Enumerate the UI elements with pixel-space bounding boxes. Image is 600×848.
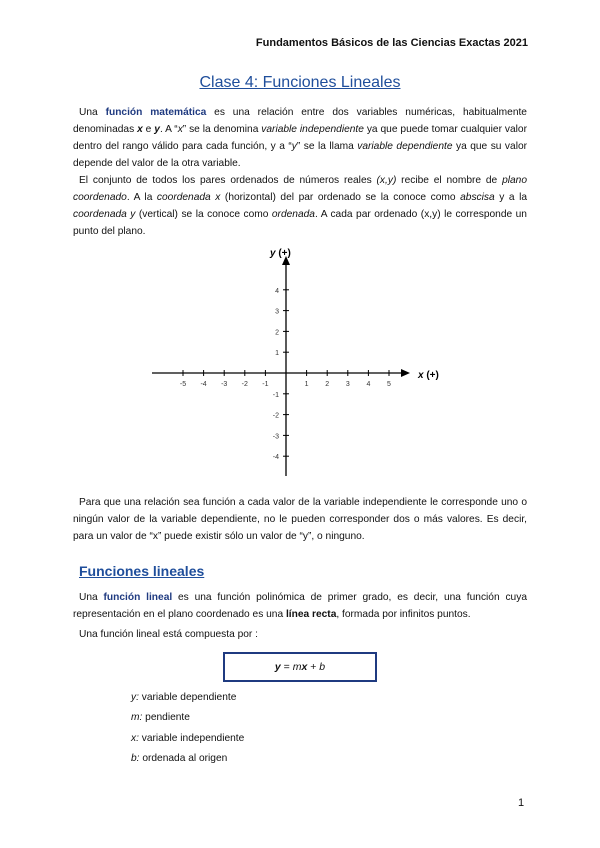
legend-item-x: x: variable independiente — [131, 733, 245, 744]
x-tick-label: -5 — [179, 381, 187, 388]
x-axis-label: x (+) — [418, 370, 439, 381]
x-axis-arrow — [401, 369, 410, 377]
y-tick-label: -4 — [272, 454, 279, 462]
y-tick-label: 1 — [275, 350, 279, 358]
y-tick-label: -3 — [272, 433, 279, 441]
x-tick-label: -2 — [241, 381, 248, 388]
x-tick-label: 1 — [304, 381, 309, 388]
x-tick-label: 5 — [387, 381, 391, 388]
paragraph-function-definition: Una función matemática es una relación entre dos variables numéricas, habitualmente denominadas x e y. A “x” se la denomina variable independiente ya que puede tomar cualquier valor dentro del rango válido para cada función, y a “y” se la llama variable dependiente ya que su valor depende del valor de la otra variable. — [73, 107, 528, 169]
y-axis-label: y (+) — [270, 248, 291, 259]
x-tick-label: -4 — [200, 381, 207, 388]
formula-box — [223, 652, 377, 682]
paragraph-components: Una función lineal está compuesta por : — [79, 629, 258, 640]
formula-text: y = mx + b — [274, 661, 326, 673]
page-number: 1 — [518, 797, 525, 809]
y-tick-label: 4 — [275, 287, 279, 295]
y-tick-label: -2 — [272, 412, 279, 420]
x-tick-label: 3 — [345, 381, 350, 388]
page-title: Clase 4: Funciones Lineales — [199, 74, 401, 91]
running-header: Fundamentos Básicos de las Ciencias Exactas 2021 — [255, 37, 528, 49]
paragraph-linear-function: Una función lineal es una función polinómica de primer grado, es decir, una función cuya representación en el plano coordenado es una línea recta, formada por infinitos puntos. — [73, 592, 527, 620]
paragraph-function-rule: Para que una relación sea función a cada valor de la variable independiente le corresponde uno o ningún valor de la variable dependiente, no le pueden corresponder dos o más valores. Es decir, para un valor de “x” puede existir sólo un valor de “y”, o ninguno. — [73, 497, 527, 542]
x-tick-label: 4 — [366, 381, 371, 388]
x-tick-label: -1 — [262, 381, 269, 388]
legend-item-y: y: variable dependiente — [131, 692, 237, 703]
y-tick-label: 2 — [275, 329, 279, 337]
x-tick-label: -3 — [221, 381, 228, 388]
section-title: Funciones lineales — [79, 563, 205, 579]
paragraph-coordinate-plane: El conjunto de todos los pares ordenados de números reales (x,y) recibe el nombre de plano coordenado. A la coordenada x (horizontal) del par ordenado se la conoce como abscisa y a la coordenada y (vertical) se la conoce como ordenada. A cada par ordenado (x,y) le corresponde un punto del plano. — [73, 175, 527, 237]
y-tick-label: 3 — [275, 308, 279, 316]
x-tick-label: 2 — [325, 381, 330, 388]
y-tick-label: -1 — [272, 391, 279, 399]
legend-item-b: b: ordenada al origen — [131, 753, 228, 764]
legend-item-m: m: pendiente — [131, 712, 190, 723]
